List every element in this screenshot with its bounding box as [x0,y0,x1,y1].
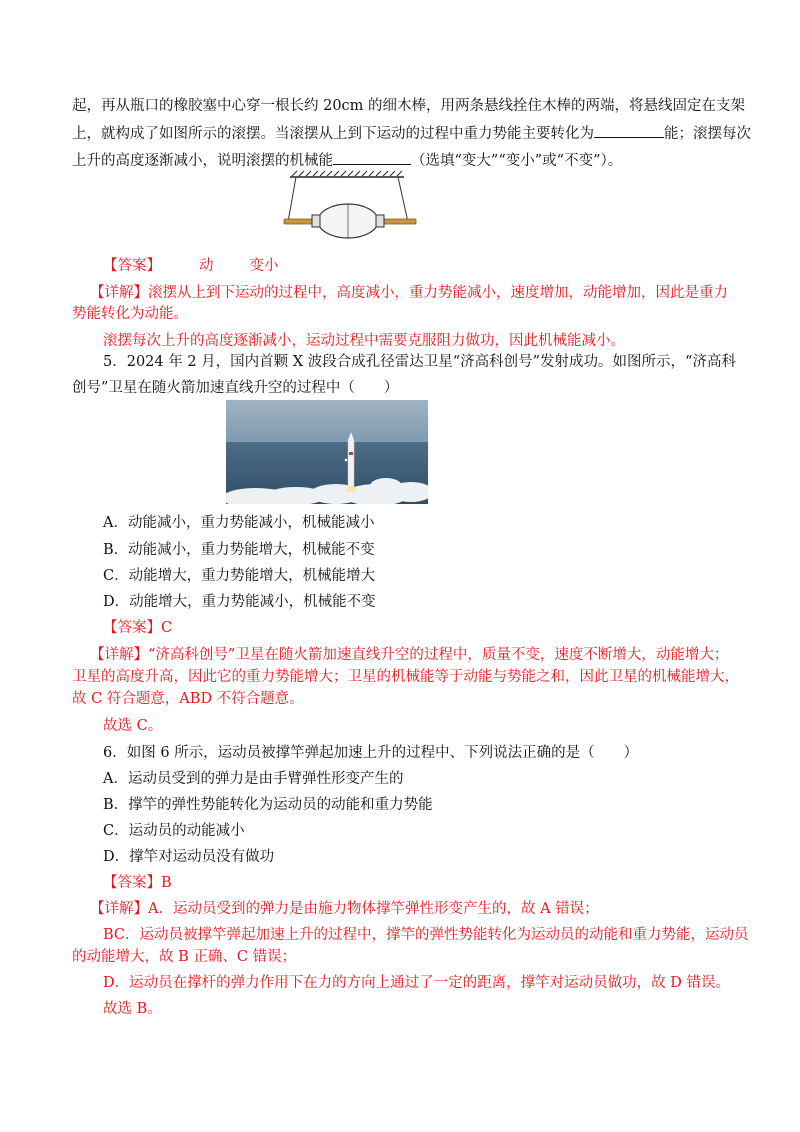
q5-answer [103,618,763,638]
q6-option-c: C．运动员的动能减小 [103,823,245,839]
q5-detail-line1 [90,645,750,665]
answer-tag: 【答案】 [103,620,161,636]
rocket-launch-photo [226,400,428,504]
q4-answer-1: 动 [199,258,214,274]
answer-tag: 【答案】 [103,875,161,891]
q5-option-b: B．动能减小，重力势能增大，机械能不变 [103,542,375,558]
q5-detail-text-1: “济高科创号”卫星在随火箭加速直线升空的过程中，质量不变，速度不断增大，动能增大； [148,647,729,663]
q4-detail-line2: 势能转化为动能。 [72,306,188,322]
q4-text-line3 [72,150,732,171]
q4-text-line1: 起，再从瓶口的橡胶塞中心穿一根长约 20cm 的细木棒，用两条悬线拴住木棒的两端，将悬线固定在支架 [72,98,746,114]
q4-text-line3-a: 上升的高度逐渐减小，说明滚摆的机械能 [72,153,333,169]
q6-answer-value: B [161,875,172,891]
q5-stem-line1: 5．2024 年 2 月，国内首颗 X 波段合成孔径雷达卫星“济高科创号”发射成功。如图所示，“济高科 [103,354,736,370]
q6-option-b: B．撑竿的弹性势能转化为运动员的动能和重力势能 [103,797,433,813]
q6-detail-text-1: A．运动员受到的弹力是由施力物体撑竿弹性形变产生的，故 A 错误； [148,901,599,917]
q4-text-line2-b: 能；滚摆每次 [664,126,751,142]
detail-tag: 【详解】 [90,647,148,663]
q5-option-a: A．动能减小，重力势能减小，机械能减小 [103,515,375,531]
detail-tag: 【详解】 [90,901,148,917]
answer-tag: 【答案】 [103,258,161,274]
rolling-pendulum-figure [282,170,422,240]
distant-light [345,459,348,462]
q4-detail-text-1: 滚摆从上到下运动的过程中，高度减小，重力势能减小，速度增加，动能增加，因此是重力 [148,285,728,301]
q5-conclusion: 故选 C。 [103,718,163,734]
q4-answer [103,256,763,276]
q6-detail-line4: D．运动员在撑杆的弹力作用下在力的方向上通过了一定的距离，撑竿对运动员做功，故 D 错误。 [103,975,730,991]
q5-option-c: C．动能增大，重力势能增大，机械能增大 [103,568,376,584]
q6-detail-line3: 的动能增大，故 B 正确、C 错误； [72,949,297,965]
q4-blank-1 [594,123,664,138]
right-string [398,177,408,222]
detail-tag: 【详解】 [90,285,148,301]
q4-detail-line1 [90,283,750,303]
bottle-body [312,204,384,238]
q6-option-d: D．撑竿对运动员没有做功 [103,849,275,865]
q6-stem: 6．如图 6 所示，运动员被撑竿弹起加速上升的过程中、下列说法正确的是（ ） [103,745,639,761]
q5-detail-line3: 故 C 符合题意，ABD 不符合题意。 [72,691,304,707]
q4-detail-line3: 滚摆每次上升的高度逐渐减小，运动过程中需要克服阻力做功，因此机械能减小。 [103,333,625,349]
q4-blank-2 [333,150,411,165]
left-string [288,177,296,222]
q5-detail-line2: 卫星的高度升高，因此它的重力势能增大；卫星的机械能等于动能与势能之和，因此卫星的机械能增大， [72,669,739,685]
q5-stem-line2: 创号”卫星在随火箭加速直线升空的过程中（ ） [72,380,399,396]
q5-option-d: D．动能增大，重力势能减小，机械能不变 [103,594,376,610]
q6-option-a: A．运动员受到的弹力是由手臂弹性形变产生的 [103,771,404,787]
q5-answer-value: C [161,620,173,636]
q6-answer [103,873,763,893]
q4-text-line2-a: 上，就构成了如图所示的滚摆。当滚摆从上到下运动的过程中重力势能主要转化为 [72,126,594,142]
q6-detail-line2: BC．运动员被撑竿弹起加速上升的过程中，撑竿的弹性势能转化为运动员的动能和重力势能，运动员 [103,927,749,943]
q4-text-line2 [72,123,751,144]
q6-detail-line1 [90,899,750,919]
support-frame [290,171,404,177]
q4-text-line3-b: （选填“变大”“变小”或“不变”）。 [411,153,623,169]
sky [226,400,428,442]
q6-conclusion: 故选 B。 [103,1001,162,1017]
q4-answer-2: 变小 [249,258,279,274]
